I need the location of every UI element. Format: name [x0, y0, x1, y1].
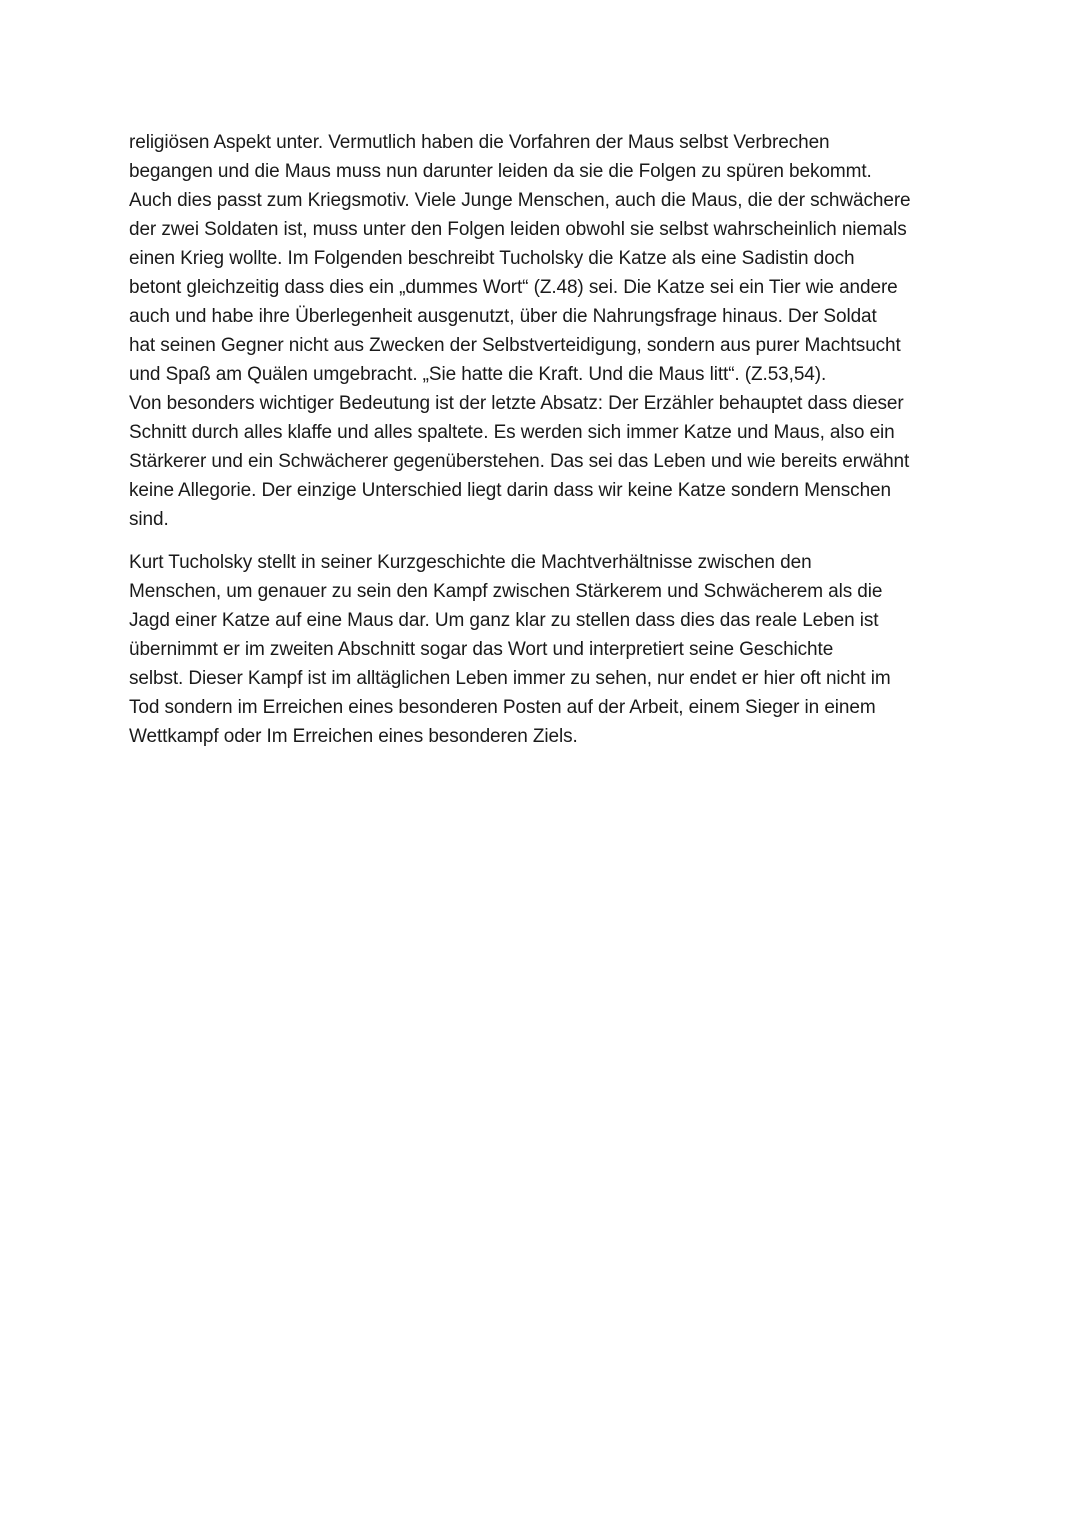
text-line: übernimmt er im zweiten Abschnitt sogar das Wort und interpretiert seine Geschichte	[129, 639, 834, 660]
text-line: Stärkerer und ein Schwächerer gegenüberstehen. Das sei das Leben und wie bereits erwähnt	[129, 451, 910, 472]
text-line: Von besonders wichtiger Bedeutung ist der letzte Absatz: Der Erzähler behauptet dass dieser	[129, 393, 904, 414]
text-line: Jagd einer Katze auf eine Maus dar. Um ganz klar zu stellen dass dies das reale Leben ist	[129, 610, 879, 631]
text-line: Auch dies passt zum Kriegsmotiv. Viele Junge Menschen, auch die Maus, die der schwächere	[129, 190, 911, 211]
text-line: sind.	[129, 509, 169, 530]
text-line: Menschen, um genauer zu sein den Kampf zwischen Stärkerem und Schwächerem als die	[129, 581, 883, 602]
paragraph-conclusion	[129, 548, 955, 751]
text-line: keine Allegorie. Der einzige Unterschied liegt darin dass wir keine Katze sondern Menschen	[129, 480, 891, 501]
text-line: betont gleichzeitig dass dies ein „dummes Wort“ (Z.48) sei. Die Katze sei ein Tier wie andere	[129, 277, 898, 298]
text-line: der zwei Soldaten ist, muss unter den Folgen leiden obwohl sie selbst wahrscheinlich niemals	[129, 219, 907, 240]
text-line: einen Krieg wollte. Im Folgenden beschreibt Tucholsky die Katze als eine Sadistin doch	[129, 248, 855, 269]
text-line: selbst. Dieser Kampf ist im alltäglichen Leben immer zu sehen, nur endet er hier oft nicht im	[129, 668, 891, 689]
text-line: Tod sondern im Erreichen eines besonderen Posten auf der Arbeit, einem Sieger in einem	[129, 697, 876, 718]
text-line: und Spaß am Quälen umgebracht. „Sie hatte die Kraft. Und die Maus litt“. (Z.53,54).	[129, 364, 827, 385]
text-line: religiösen Aspekt unter. Vermutlich haben die Vorfahren der Maus selbst Verbrechen	[129, 132, 830, 153]
text-line: Schnitt durch alles klaffe und alles spaltete. Es werden sich immer Katze und Maus, also ein	[129, 422, 895, 443]
paragraph-analysis	[129, 128, 955, 534]
text-line: begangen und die Maus muss nun darunter leiden da sie die Folgen zu spüren bekommt.	[129, 161, 872, 182]
text-line: Kurt Tucholsky stellt in seiner Kurzgeschichte die Machtverhältnisse zwischen den	[129, 552, 812, 573]
text-line: Wettkampf oder Im Erreichen eines besonderen Ziels.	[129, 726, 578, 747]
text-line: auch und habe ihre Überlegenheit ausgenutzt, über die Nahrungsfrage hinaus. Der Soldat	[129, 306, 877, 327]
document-body	[129, 128, 955, 751]
text-line: hat seinen Gegner nicht aus Zwecken der Selbstverteidigung, sondern aus purer Machtsucht	[129, 335, 901, 356]
